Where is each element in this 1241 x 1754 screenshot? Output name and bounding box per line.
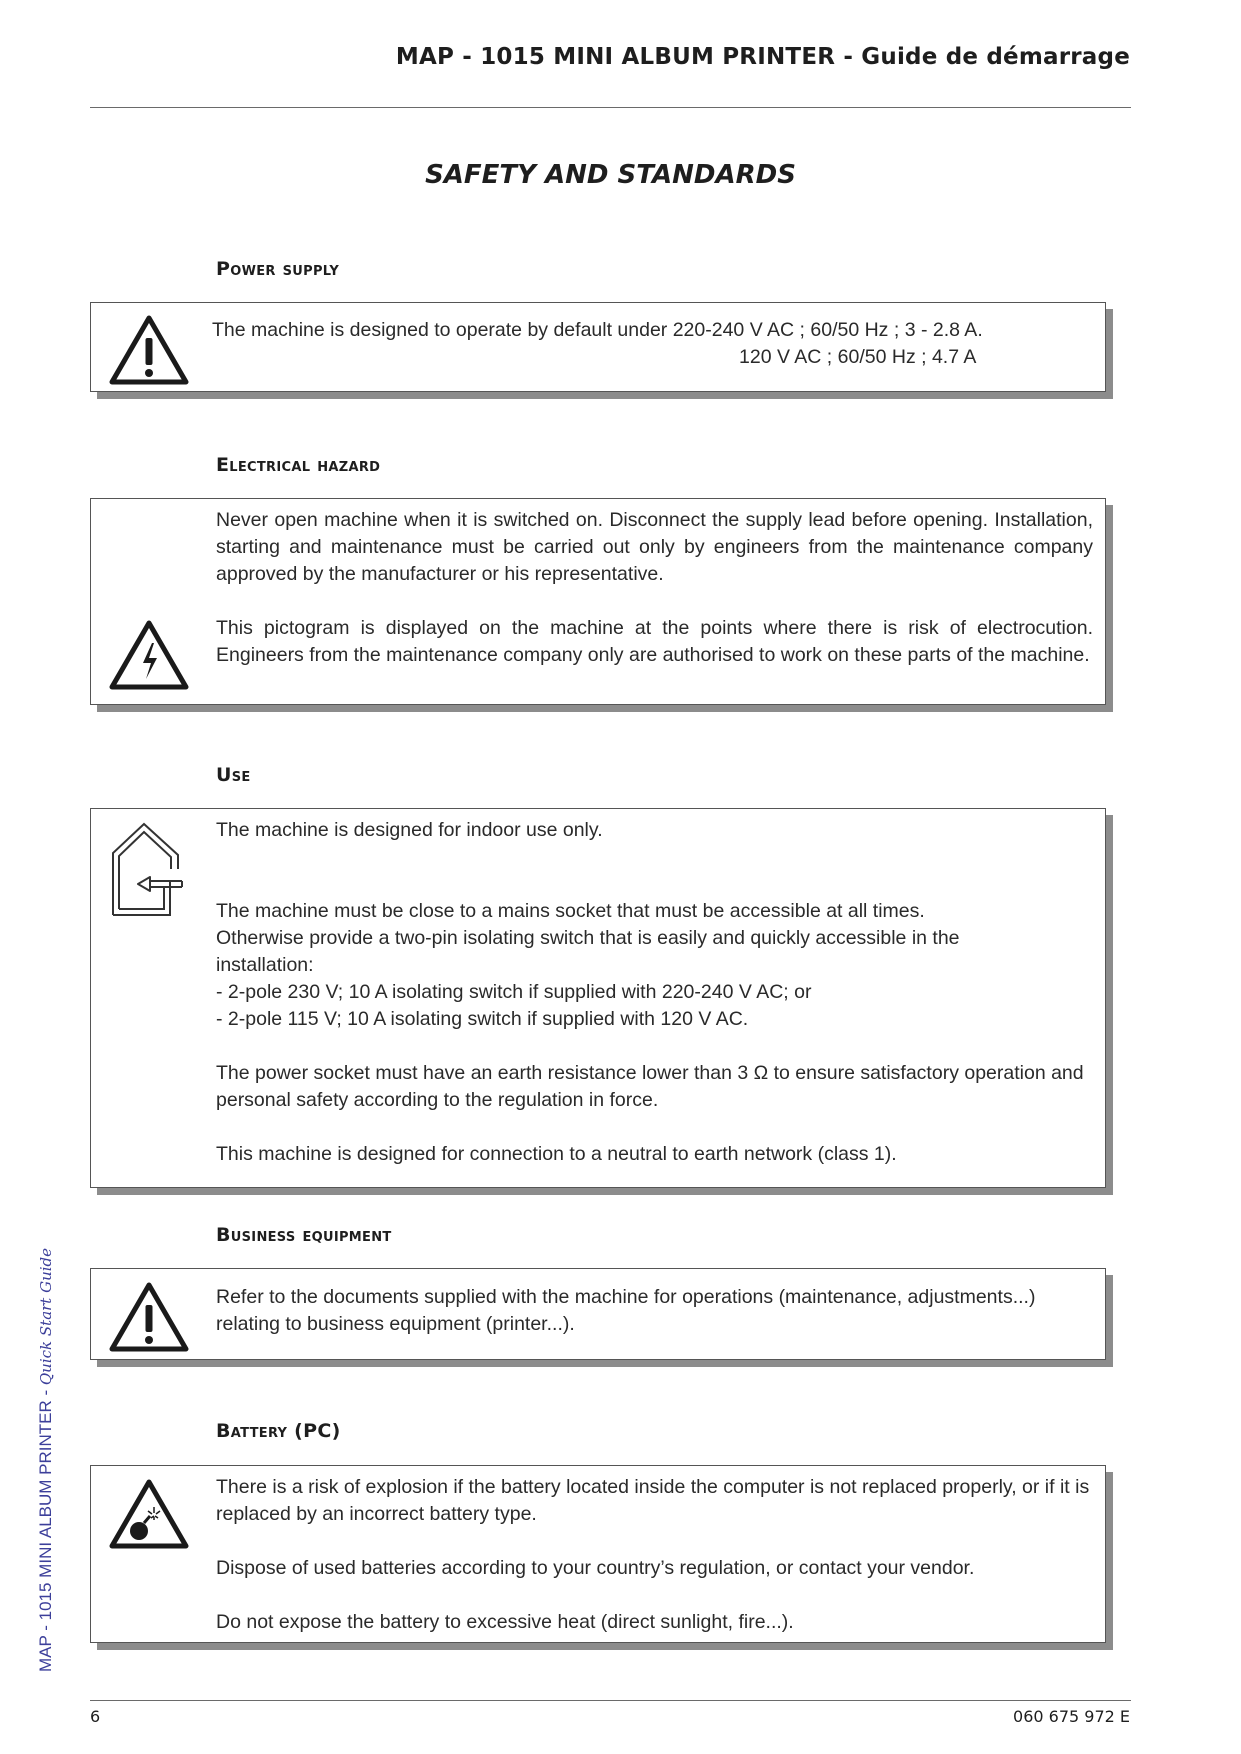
power-supply-text <box>212 317 1093 371</box>
use-paragraph-3: The power socket must have an earth resistance lower than 3 Ω to ensure satisfactory operation and personal safety according to the regulation in force. <box>216 1062 1084 1111</box>
battery-paragraph-1: There is a risk of explosion if the battery located inside the computer is not replaced properly, or if it is replaced by an incorrect battery type. <box>216 1476 1090 1525</box>
page-title: SAFETY AND STANDARDS <box>425 160 796 190</box>
use-paragraph-4: This machine is designed for connection to a neutral to earth network (class 1). <box>216 1143 897 1165</box>
power-supply-heading: Power supply <box>216 258 340 280</box>
use-paragraph-2-line-3: installation: <box>216 954 314 976</box>
business-equipment-text <box>216 1284 1093 1338</box>
indoor-use-icon <box>108 819 184 919</box>
footer-reference: 060 675 972 E <box>1013 1707 1130 1726</box>
electrical-hazard-icon <box>108 619 190 691</box>
use-paragraph-2-line-2: Otherwise provide a two-pin isolating switch that is easily and quickly accessible in the <box>216 927 960 949</box>
business-equipment-heading: Business equipment <box>216 1224 392 1246</box>
use-paragraph-2-line-4: - 2-pole 230 V; 10 A isolating switch if supplied with 220-240 V AC; or <box>216 981 812 1003</box>
use-text <box>216 817 1093 1168</box>
side-label-main: MAP - 1015 MINI ALBUM PRINTER - <box>36 1385 55 1672</box>
battery-box <box>90 1465 1106 1643</box>
footer-divider <box>90 1700 1131 1701</box>
electrical-hazard-paragraph-2: This pictogram is displayed on the machine at the points where there is risk of electrocution. Engineers from the maintenance company only are authorised to work on these parts of the machine. <box>216 617 1093 666</box>
use-paragraph-2-line-5: - 2-pole 115 V; 10 A isolating switch if supplied with 120 V AC. <box>216 1008 749 1030</box>
electrical-hazard-box <box>90 498 1106 705</box>
header-title: MAP - 1015 MINI ALBUM PRINTER - Guide de démarrage <box>395 44 1130 70</box>
power-supply-line-2: 120 V AC ; 60/50 Hz ; 4.7 A <box>739 346 977 368</box>
battery-heading: Battery (PC) <box>216 1420 341 1442</box>
footer-page-number: 6 <box>90 1707 101 1726</box>
use-paragraph-2-line-1: The machine must be close to a mains socket that must be accessible at all times. <box>216 900 925 922</box>
warning-icon <box>108 1281 190 1353</box>
power-supply-box <box>90 302 1106 392</box>
business-equipment-paragraph: Refer to the documents supplied with the machine for operations (maintenance, adjustments...) relating to business equipment (printer...). <box>216 1286 1036 1335</box>
use-heading: Use <box>216 764 251 786</box>
power-supply-line-1: The machine is designed to operate by default under 220-240 V AC ; 60/50 Hz ; 3 - 2.8 A. <box>212 319 983 341</box>
battery-paragraph-2: Dispose of used batteries according to your country’s regulation, or contact your vendor. <box>216 1557 975 1579</box>
electrical-hazard-paragraph-1: Never open machine when it is switched on. Disconnect the supply lead before opening. Installation, starting and maintenance must be carried out only by engineers from the maintenance company approved by the manufacturer or his representative. <box>216 509 1093 585</box>
use-box <box>90 808 1106 1188</box>
explosion-hazard-icon <box>108 1478 190 1550</box>
warning-icon <box>108 314 190 386</box>
electrical-hazard-heading: Electrical hazard <box>216 454 381 476</box>
use-paragraph-1: The machine is designed for indoor use only. <box>216 819 603 841</box>
header-divider <box>90 107 1131 108</box>
side-document-label <box>36 1248 56 1672</box>
side-label-sub: Quick Start Guide <box>37 1247 55 1386</box>
battery-text <box>216 1474 1093 1636</box>
battery-paragraph-3: Do not expose the battery to excessive heat (direct sunlight, fire...). <box>216 1611 794 1633</box>
electrical-hazard-text <box>216 507 1093 669</box>
business-equipment-box <box>90 1268 1106 1360</box>
